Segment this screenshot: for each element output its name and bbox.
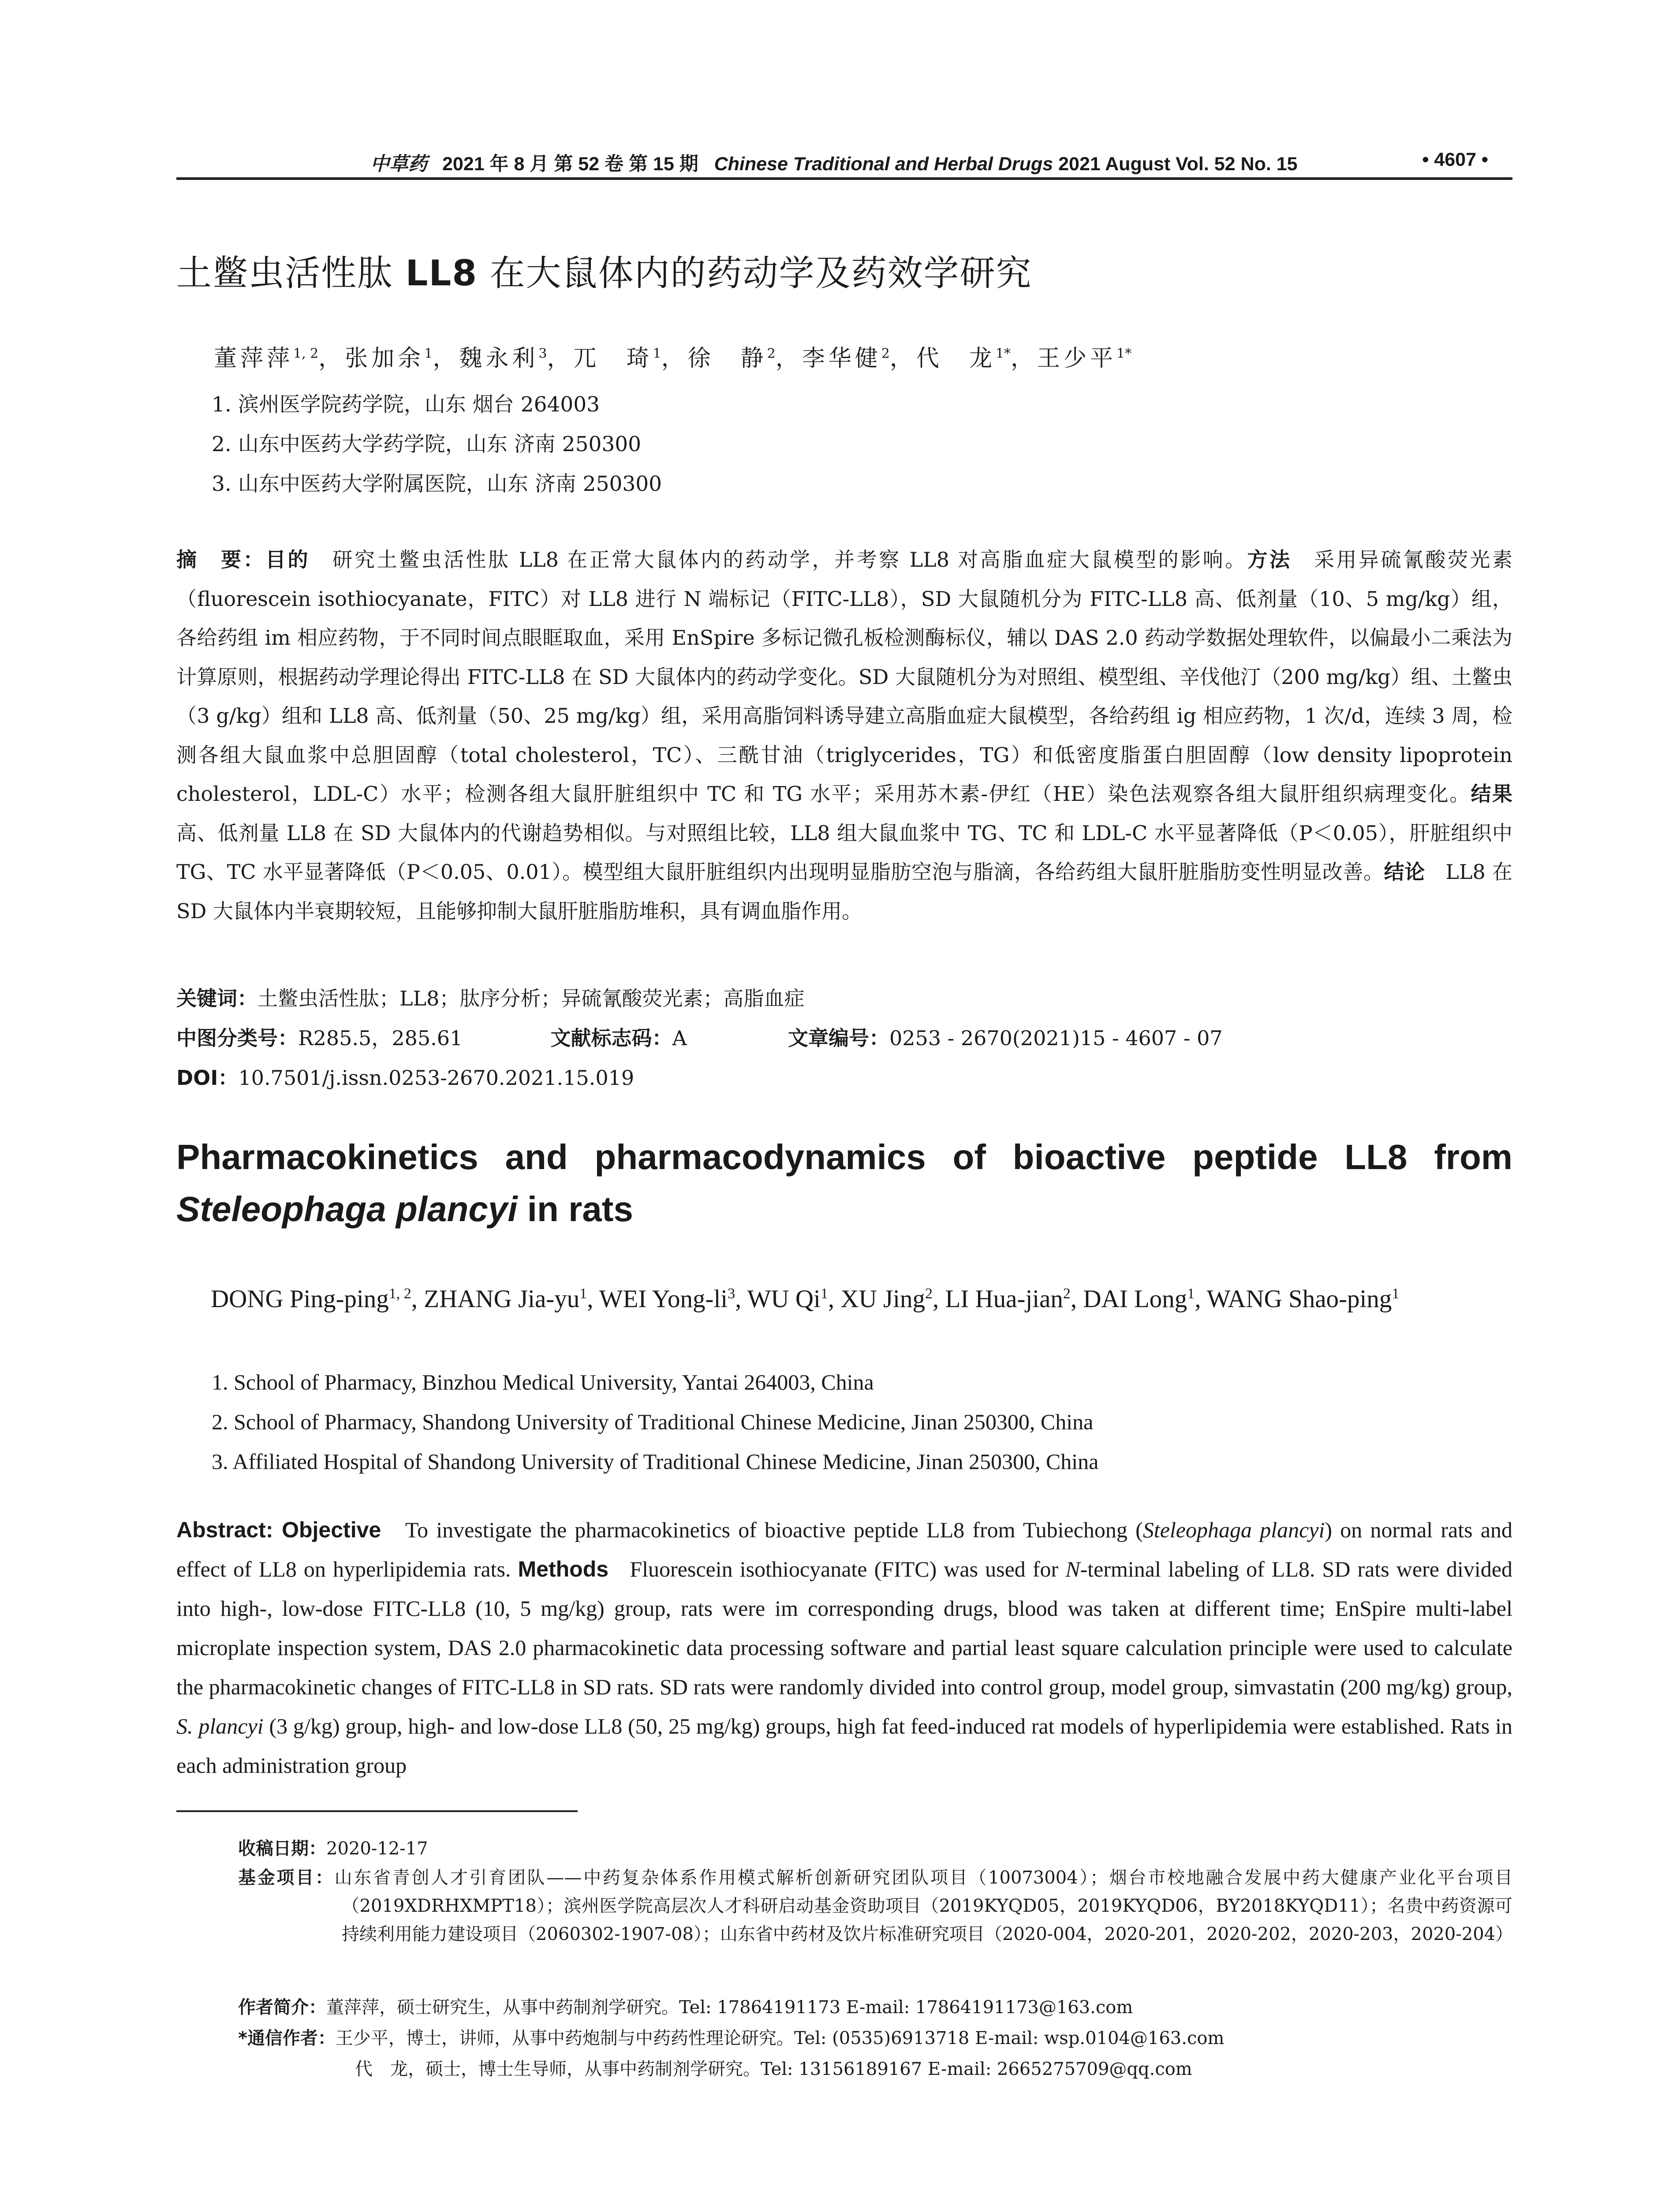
cn-author-affil-marker: 3 xyxy=(538,346,547,362)
doi-value: 10.7501/j.issn.0253-2670.2021.15.019 xyxy=(238,1066,635,1090)
en-author-name: WEI Yong-li xyxy=(599,1285,728,1313)
received-value: 2020-12-17 xyxy=(326,1839,428,1859)
cn-author-affil-marker: 2 xyxy=(767,346,776,362)
cn-author-affil-marker: 2 xyxy=(881,346,890,362)
methods-en-species: S. plancyi xyxy=(176,1714,264,1738)
affiliation-cn-2: 2. 山东中医药大学药学院，山东 济南 250300 xyxy=(212,432,642,456)
articleno-value: 0253 - 2670(2021)15 - 4607 - 07 xyxy=(889,1026,1223,1050)
article-title-cn xyxy=(176,245,1032,295)
keywords-cn xyxy=(176,983,804,1012)
footnote-corresponding-2 xyxy=(355,2055,1510,2083)
cn-author-name: 徐 静 xyxy=(687,345,767,372)
objective-en-post: ) on normal rats and effect of LL8 on hyperlipidemia rats. xyxy=(176,1517,1513,1581)
article-title-en xyxy=(176,1131,1512,1235)
methods-cn-text: 采用异硫氰酸荧光素（fluorescein isothiocyanate，FITC）对 LL8 进行 N 端标记（FITC-LL8），SD 大鼠随机分为 FITC-LL8 高、低剂量（10、5 mg/kg）组，各给药组 im 相应药物，于不同时间点眼眶取血，采用 EnSpire 多标记微孔板检测酶标仪，辅以 DAS 2.0 药动学数据处理软件，以偏最小二乘法为计算原则，根据药动学理论得出 FITC-LL8 在 SD 大鼠体内的药动学变化。SD 大鼠随机分为对照组、模型组、辛伐他汀（200 mg/kg）组、土鳖虫（3 g/kg）组和 LL8 高、低剂量（50、25 mg/kg）组，采用高脂饲料诱导建立高脂血症大鼠模型，各给药组 ig 相应药物，1 次/d，连续 3 周，检测各组大鼠血浆中总胆固醇（total cholesterol，TC）、三酰甘油（triglycerides，TG）和低密度脂蛋白胆固醇（low density lipoprotein cholesterol，LDL-C）水平；检测各组大鼠肝脏组织中 TC 和 TG 水平；采用苏木素-伊红（HE）染色法观察各组大鼠肝组织病理变化。 xyxy=(176,548,1513,806)
results-cn-label: 结果 xyxy=(1471,782,1512,806)
en-author-name: XU Jing xyxy=(840,1285,925,1313)
affiliation-en-2: 2. School of Pharmacy, Shandong University of Traditional Chinese Medicine, Jinan 250300, China xyxy=(212,1409,1094,1434)
cn-author-name: 王少平 xyxy=(1037,345,1117,372)
journal-name-cn: 中草药 xyxy=(370,153,427,175)
objective-en-species: Steleophaga plancyi xyxy=(1142,1517,1325,1542)
author-list-cn: 董萍萍$^{1, 2}$，张加余$^1$，魏永利$^3$，兀 琦$^1$，徐 静$^2$，李华健$^2$，代 龙$^{1*}$，王少平$^{1*}$ xyxy=(214,345,1132,372)
cn-author-name: 魏永利 xyxy=(459,345,539,372)
title-cn-pre: 土鳖虫活性肽 xyxy=(176,253,406,294)
conclusion-cn-label: 结论 xyxy=(1384,860,1425,884)
cn-author-name: 张加余 xyxy=(345,345,425,372)
corresponding-2: 代 龙，硕士，博士生导师，从事中药制剂学研究。Tel: 13156189167 E-mail: 2665275709@qq.com xyxy=(355,2059,1192,2079)
title-cn-code: LL8 xyxy=(405,253,478,294)
objective-en-pre: To investigate the pharmacokinetics of bioactive peptide LL8 from Tubiechong ( xyxy=(405,1517,1143,1542)
en-author-affil-marker: 2 xyxy=(1063,1286,1071,1302)
issue-en: 2021 August Vol. 52 No. 15 xyxy=(1058,153,1298,175)
issue-cn: 2021 年 8 月 第 52 卷 第 15 期 xyxy=(442,153,698,175)
footnote-corresponding xyxy=(238,2024,1512,2052)
journal-issue-line xyxy=(370,149,1298,176)
en-author-affil-marker: 1 xyxy=(820,1286,828,1302)
keywords-cn-label: 关键词： xyxy=(176,987,258,1010)
journal-name-en: Chinese Traditional and Herbal Drugs xyxy=(714,153,1053,175)
abstract-cn-label: 摘 要： xyxy=(176,548,265,572)
methods-cn-label: 方法 xyxy=(1247,548,1292,572)
methods-en-c: (3 g/kg) group, high- and low-dose LL8 (50, 25 mg/kg) groups, high fat feed-induced rat models of hyperlipidemia were established. Rats in each administration group xyxy=(176,1714,1513,1778)
fund-block xyxy=(238,1864,1512,1948)
corresponding-1: 王少平，博士，讲师，从事中药炮制与中药药性理论研究。Tel: (0535)6913718 E-mail: wsp.0104@163.com xyxy=(335,2028,1225,2048)
abstract-en-label: Abstract: Objective xyxy=(176,1517,381,1542)
fund-value: 山东省青创人才引育团队——中药复杂体系作用模式解析创新研究团队项目（10073004）；烟台市校地融合发展中药大健康产业化平台项目（2019XDRHXMPT18）；滨州医学院高层次人才科研启动基金资助项目（2019KYQD05，2019KYQD06，BY2018KYQD11）；名贵中药资源可持续利用能力建设项目（2060302-1907-08）；山东省中药材及饮片标准研究项目（2020-004，2020-201，2020-202，2020-203，2020-204） xyxy=(334,1868,1513,1944)
doccode-value: A xyxy=(672,1026,687,1050)
title-en-line1: Pharmacokinetics and pharmacodynamics of bioactive peptide LL8 from xyxy=(176,1137,1512,1177)
affiliation-en-3: 3. Affiliated Hospital of Shandong University of Traditional Chinese Medicine, Jinan 250300, China xyxy=(212,1449,1099,1474)
keywords-cn-text: 土鳖虫活性肽；LL8；肽序分析；异硫氰酸荧光素；高脂血症 xyxy=(258,987,805,1010)
footnote-rule xyxy=(176,1810,578,1812)
en-author-affil-marker: 1 xyxy=(1392,1286,1400,1302)
methods-en-label: Methods xyxy=(518,1557,609,1581)
classification-line xyxy=(176,1022,1223,1051)
footnote-received xyxy=(238,1835,1512,1863)
en-author-affil-marker: 1 xyxy=(579,1286,587,1302)
title-en-line2 xyxy=(176,1189,633,1229)
page-number: • 4607 • xyxy=(1422,149,1488,170)
received-label: 收稿日期： xyxy=(238,1839,326,1859)
en-author-name: WANG Shao-ping xyxy=(1206,1285,1392,1313)
title-en-tail: in rats xyxy=(517,1189,633,1229)
methods-en-a: Fluorescein isothiocyanate (FITC) was used for xyxy=(630,1557,1066,1581)
title-en-species: Steleophaga plancyi xyxy=(176,1189,518,1229)
clc-label: 中图分类号： xyxy=(176,1026,298,1050)
author-bio-label: 作者简介： xyxy=(238,1997,326,2018)
fund-label: 基金项目： xyxy=(238,1868,335,1888)
abstract-en xyxy=(176,1510,1512,1785)
doi-label: DOI： xyxy=(176,1066,239,1090)
cn-author-affil-marker: 1* xyxy=(995,346,1011,362)
author-bio-value: 董萍萍，硕士研究生，从事中药制剂学研究。Tel: 17864191173 E-mail: 17864191173@163.com xyxy=(326,1997,1133,2018)
objective-cn-label: 目的 xyxy=(265,548,310,572)
en-author-name: DAI Long xyxy=(1083,1285,1187,1313)
en-author-affil-marker: 2 xyxy=(925,1286,933,1302)
en-author-name: ZHANG Jia-yu xyxy=(424,1285,580,1313)
author-list-en: DONG Ping-ping$^{1, 2}$, ZHANG Jia-$yu^1$, WEI Yong-$li^3$, WU Qi$^1$, XU Jing$^2$, LI Hua-jian$^2$, DAI Long$^1$, WANG Shao-ping$^1$ xyxy=(211,1285,1400,1313)
cn-author-affil-marker: 1* xyxy=(1116,346,1132,362)
objective-cn-text: 研究土鳖虫活性肽 LL8 在正常大鼠体内的药动学，并考察 LL8 对高脂血症大鼠模型的影响。 xyxy=(332,548,1247,572)
cn-author-affil-marker: 1, 2 xyxy=(293,346,319,362)
results-cn-text: 高、低剂量 LL8 在 SD 大鼠体内的代谢趋势相似。与对照组比较，LL8 组大鼠血浆中 TG、TC 和 LDL-C 水平显著降低（P＜0.05），肝脏组织中 TG、TC 水平显著降低（P＜0.05、0.01）。模型组大鼠肝脏组织内出现明显脂肪空泡与脂滴，各给药组大鼠肝脏脂肪变性明显改善。 xyxy=(176,821,1512,884)
en-author-affil-marker: 1, 2 xyxy=(388,1286,411,1302)
cn-author-name: 李华健 xyxy=(802,345,881,372)
title-cn-post: 在大鼠体内的药动学及药效学研究 xyxy=(478,253,1032,294)
en-author-affil-marker: 3 xyxy=(728,1286,735,1302)
clc-value: R285.5，285.61 xyxy=(298,1026,463,1050)
cn-author-name: 兀 琦 xyxy=(573,345,653,372)
running-header xyxy=(176,146,1512,180)
affiliation-cn-3: 3. 山东中医药大学附属医院，山东 济南 250300 xyxy=(212,472,662,496)
cn-author-affil-marker: 1 xyxy=(653,346,661,362)
doccode-label: 文献标志码： xyxy=(550,1026,672,1050)
conclusion-cn-text: LL8 在 SD 大鼠体内半衰期较短，且能够抑制大鼠肝脏脂肪堆积，具有调血脂作用。 xyxy=(176,860,1512,923)
footnote-author xyxy=(238,1993,1512,2022)
en-author-name: DONG Ping-ping xyxy=(211,1285,389,1313)
methods-en-n: N xyxy=(1065,1557,1080,1581)
footnote-fund xyxy=(238,1864,1512,1948)
affiliation-en-1: 1. School of Pharmacy, Binzhou Medical University, Yantai 264003, China xyxy=(212,1370,874,1394)
cn-author-name: 代 龙 xyxy=(916,345,996,372)
doi-line xyxy=(176,1062,634,1091)
methods-en-b: -terminal labeling of LL8. SD rats were divided into high-, low-dose FITC-LL8 (10, 5 mg/kg) group, rats were im corresponding drugs, blood was taken at different time; EnSpire multi-label microplate inspection system, DAS 2.0 pharmacokinetic data processing software and partial least square calculation principle were used to calculate the pharmacokinetic changes of FITC-LL8 in SD rats. SD rats were randomly divided into control group, model group, simvastatin (200 mg/kg) group, xyxy=(176,1557,1513,1699)
cn-author-name: 董萍萍 xyxy=(214,345,294,372)
cn-author-affil-marker: 1 xyxy=(424,346,433,362)
en-author-name: LI Hua-jian xyxy=(945,1285,1063,1313)
abstract-cn xyxy=(176,540,1512,931)
affiliation-cn-1: 1. 滨州医学院药学院，山东 烟台 264003 xyxy=(212,392,600,417)
en-author-affil-marker: 1 xyxy=(1187,1286,1195,1302)
articleno-label: 文章编号： xyxy=(788,1026,890,1050)
corresponding-label: *通信作者： xyxy=(238,2028,336,2048)
en-author-name: WU Qi xyxy=(747,1285,821,1313)
